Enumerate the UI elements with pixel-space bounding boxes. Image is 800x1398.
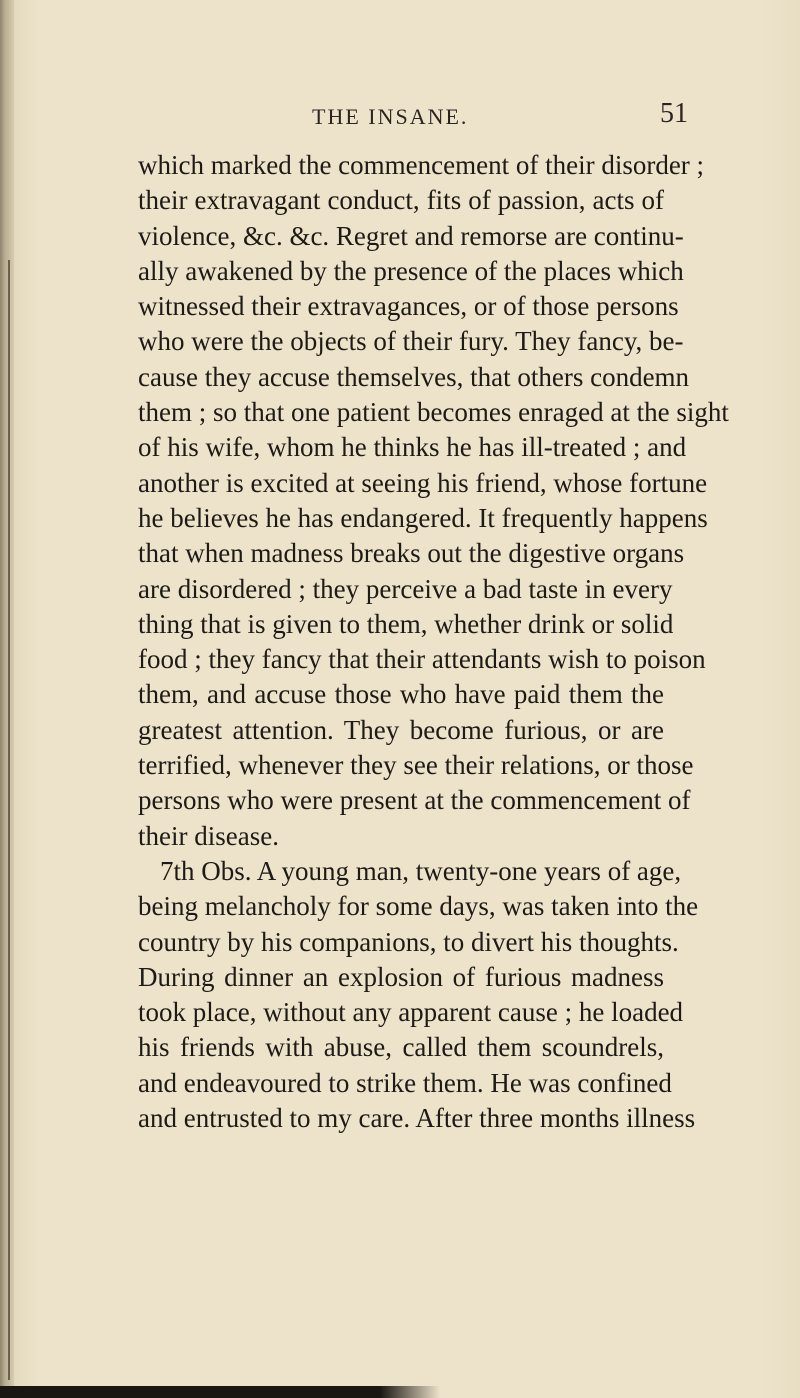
text-line: terrified, whenever they see their relations, or those [138, 750, 694, 781]
text-line: another is excited at seeing his friend, whose fortune [138, 467, 708, 498]
text-line: being melancholy for some days, was taken into the [138, 891, 699, 922]
text-line: food ; they fancy that their attendants wish to poison [138, 644, 706, 675]
page-edge-line [8, 260, 10, 1380]
text-line: ally awakened by the presence of the places which [138, 255, 684, 286]
bottom-binding-shadow [0, 1386, 440, 1398]
text-line: violence, &c. &c. Regret and remorse are continu- [138, 220, 684, 251]
text-line: are disordered ; they perceive a bad taste in every [138, 573, 673, 604]
text-line: cause they accuse themselves, that others condemn [138, 361, 690, 392]
text-line: country by his companions, to divert his thoughts. [138, 926, 679, 957]
text-line: them ; so that one patient becomes enraged at the sight [138, 397, 729, 428]
text-line: which marked the commencement of their disorder ; [138, 150, 705, 180]
text-line: took place, without any apparent cause ; he loaded [138, 997, 684, 1028]
text-line: greatest attention. They become furious, or are [138, 714, 664, 745]
text-line: and endeavoured to strike them. He was confined [138, 1067, 672, 1098]
text-line: that when madness breaks out the digestive organs [138, 538, 685, 569]
text-line: During dinner an explosion of furious madness [138, 961, 664, 992]
text-line: who were the objects of their fury. They fancy, be- [138, 326, 684, 357]
text-line: them, and accuse those who have paid them the [138, 679, 664, 710]
page-edge-shadow [0, 0, 14, 1398]
running-head: THE INSANE. [312, 104, 469, 129]
text-line: witnessed their extravagances, or of those persons [138, 291, 679, 322]
text-line: persons who were present at the commencement of [138, 785, 691, 816]
text-line: of his wife, whom he thinks he has ill-treated ; and [138, 432, 687, 463]
text-line: thing that is given to them, whether drink or solid [138, 608, 674, 639]
text-line: their disease. [138, 820, 279, 851]
text-line: their extravagant conduct, fits of passion, acts of [138, 185, 664, 216]
text-line: he believes he has endangered. It frequently happens [138, 502, 708, 533]
page-number: 51 [660, 98, 688, 129]
body-text [138, 148, 729, 1136]
text-line: his friends with abuse, called them scoundrels, [138, 1032, 664, 1063]
text-line: 7th Obs. A young man, twenty-one years of age, [160, 855, 682, 886]
text-line: and entrusted to my care. After three months illness [138, 1103, 696, 1134]
